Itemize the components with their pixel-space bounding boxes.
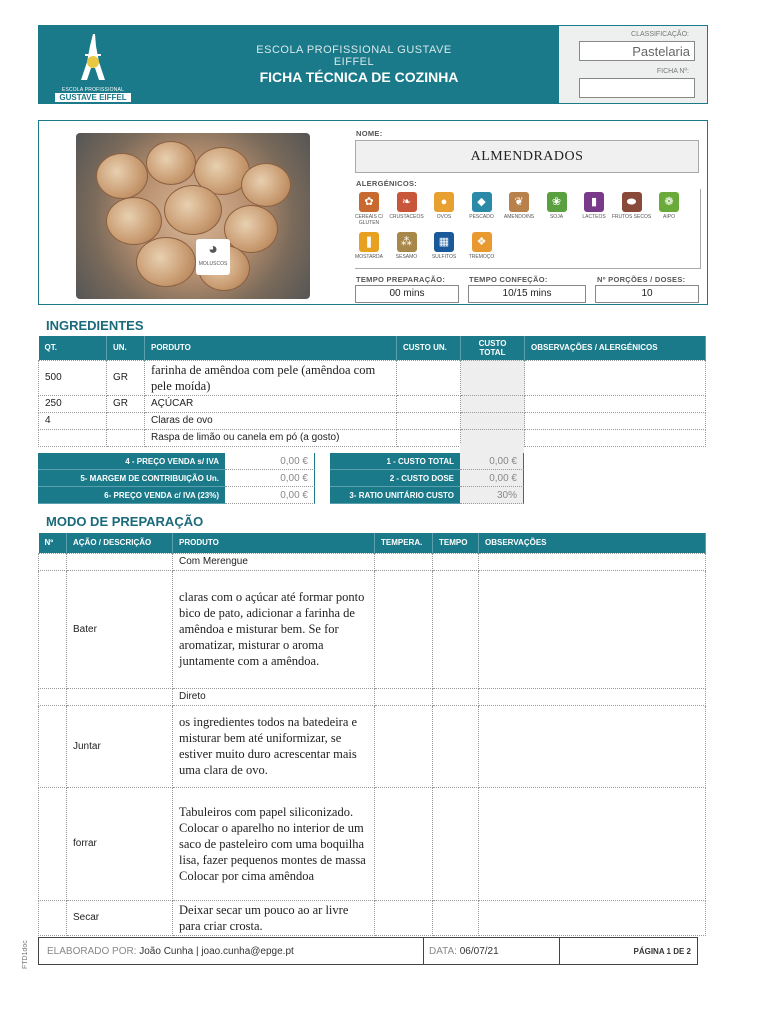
ingredient-row[interactable]: [39, 429, 706, 446]
allergen-label: CRUSTACEOS: [389, 214, 424, 220]
allergen-label: SOJA: [549, 214, 564, 220]
recipe-panel: [38, 120, 708, 305]
step-observacoes: [479, 705, 706, 787]
ingredients-table: [38, 336, 706, 447]
ingredients-title: INGREDIENTES: [46, 318, 144, 333]
cost-label: 4 - PREÇO VENDA s/ IVA: [38, 453, 225, 470]
allergen-nut[interactable]: [612, 192, 652, 220]
allergen-sulfite[interactable]: [424, 232, 464, 260]
ingredient-row[interactable]: [39, 412, 706, 429]
step-number: [39, 553, 67, 570]
footer-divider-2: [559, 938, 560, 964]
cost-label: 3- RATIO UNITÁRIO CUSTO: [330, 487, 460, 504]
step-tempo: [433, 900, 479, 935]
col-qt: QT.: [39, 336, 107, 360]
sulfite-icon: ▦: [434, 232, 454, 252]
col-prep-observacoes: OBSERVAÇÕES: [479, 533, 706, 553]
preparation-row[interactable]: [39, 688, 706, 705]
step-action: Juntar: [67, 705, 173, 787]
step-number: [39, 688, 67, 705]
ingredient-observacoes: [525, 429, 706, 446]
ingredient-row[interactable]: [39, 360, 706, 395]
ingredient-custo-un: [397, 429, 461, 446]
moluscos-badge: [196, 239, 230, 275]
custo-total-shade: [460, 443, 524, 453]
header: [38, 25, 708, 104]
recipe-name[interactable]: ALMENDRADOS: [355, 140, 699, 173]
cost-label: 5- MARGEM DE CONTRIBUIÇÃO Un.: [38, 470, 225, 487]
allergen-label: SULFITOS: [431, 254, 457, 260]
mustard-icon: ❚: [359, 232, 379, 252]
ingredient-un: [107, 412, 145, 429]
tempo-prep-label: TEMPO PREPARAÇÃO:: [356, 275, 446, 284]
step-temperatura: [375, 553, 433, 570]
cost-row: [38, 487, 315, 504]
step-number: [39, 570, 67, 688]
allergen-milk[interactable]: [574, 192, 614, 220]
cost-value[interactable]: 0,00 €: [225, 453, 315, 470]
egg-icon: ●: [434, 192, 454, 212]
allergen-label: CEREAIS C/ GLUTEN: [354, 214, 384, 226]
allergen-label: AMENDOINS: [503, 214, 535, 220]
step-number: [39, 705, 67, 787]
moluscos-label: MOLUSCOS: [198, 261, 228, 267]
preparation-row[interactable]: [39, 787, 706, 900]
ingredient-produto: farinha de amêndoa com pele (amêndoa com pele moída): [145, 360, 397, 395]
cost-value[interactable]: 30%: [460, 487, 524, 504]
step-action: Secar: [67, 900, 173, 935]
allergen-lupin[interactable]: [462, 232, 502, 260]
allergen-fish[interactable]: [462, 192, 502, 220]
porcoes-label: Nº PORÇÕES / DOSES:: [597, 275, 686, 284]
col-custo-total: CUSTO TOTAL: [461, 336, 525, 360]
allergen-label: FRUTOS SECOS: [611, 214, 652, 220]
step-product: claras com o açúcar até formar ponto bico de pato, adicionar a farinha de amêndoa e misturar bem. Se for aromatizar, misturar o aroma juntamente com a amêndoa.: [173, 570, 375, 688]
cost-label: 2 - CUSTO DOSE: [330, 470, 460, 487]
elaborado-label: ELABORADO POR:: [47, 946, 137, 957]
step-action: [67, 688, 173, 705]
cost-label: 6- PREÇO VENDA c/ IVA (23%): [38, 487, 225, 504]
step-observacoes: [479, 900, 706, 935]
ingredient-produto: Raspa de limão ou canela em pó (a gosto): [145, 429, 397, 446]
step-temperatura: [375, 705, 433, 787]
ingredient-produto: AÇÚCAR: [145, 395, 397, 412]
ingredient-custo-un: [397, 395, 461, 412]
school-name: ESCOLA PROFISSIONAL GUSTAVE EIFFEL: [256, 44, 452, 68]
classificacao-label: CLASSIFICAÇÃO:: [631, 31, 689, 38]
step-tempo: [433, 705, 479, 787]
classificacao-field[interactable]: Pastelaria: [579, 41, 695, 61]
allergen-soy[interactable]: [537, 192, 577, 220]
cost-row: [330, 487, 524, 504]
costs-right: [330, 453, 524, 504]
header-meta: [559, 26, 707, 103]
peanut-icon: ❦: [509, 192, 529, 212]
step-observacoes: [479, 553, 706, 570]
page-title: FICHA TÉCNICA DE COZINHA: [259, 69, 459, 85]
col-num: Nº: [39, 533, 67, 553]
allergen-shrimp[interactable]: [387, 192, 427, 220]
ingredient-custo-total: [461, 360, 525, 395]
cost-row: [330, 453, 524, 470]
logo-line-1: ESCOLA PROFISSIONAL: [61, 87, 125, 93]
nut-icon: ⬬: [622, 192, 642, 212]
ingredient-custo-un: [397, 412, 461, 429]
col-produto: PORDUTO: [145, 336, 397, 360]
ingredient-custo-un: [397, 360, 461, 395]
ingredient-qt: 4: [39, 412, 107, 429]
ficha-number-field[interactable]: [579, 78, 695, 98]
step-tempo: [433, 570, 479, 688]
step-observacoes: [479, 787, 706, 900]
soy-icon: ❀: [547, 192, 567, 212]
col-tempo: TEMPO: [433, 533, 479, 553]
tempo-conf-field[interactable]: 10/15 mins: [468, 285, 586, 303]
allergens-grid: [355, 189, 701, 269]
step-temperatura: [375, 570, 433, 688]
ingredient-observacoes: [525, 412, 706, 429]
step-product: Com Merengue: [173, 553, 375, 570]
data-value: 06/07/21: [459, 946, 499, 957]
porcoes-field[interactable]: 10: [595, 285, 699, 303]
cost-value[interactable]: 0,00 €: [225, 470, 315, 487]
step-product: Direto: [173, 688, 375, 705]
col-prep-produto: PRODUTO: [173, 533, 375, 553]
tempo-conf-label: TEMPO CONFEÇÃO:: [469, 275, 548, 284]
page-number: PÁGINA 1 DE 2: [633, 947, 691, 956]
ingredient-qt: 250: [39, 395, 107, 412]
fish-icon: ◆: [472, 192, 492, 212]
document-code: FTD1doc: [22, 940, 29, 969]
step-product: os ingredientes todos na batedeira e misturar bem até uniformizar, se estiver muito duro acrescentar mais uma clara de ovo.: [173, 705, 375, 787]
ingredient-produto: Claras de ovo: [145, 412, 397, 429]
step-tempo: [433, 553, 479, 570]
shell-icon: ◕: [208, 241, 218, 258]
step-observacoes: [479, 570, 706, 688]
allergen-egg[interactable]: [424, 192, 464, 220]
sesame-icon: ⁂: [397, 232, 417, 252]
recipe-photo: [76, 133, 310, 299]
step-action: [67, 553, 173, 570]
step-observacoes: [479, 688, 706, 705]
ingredient-un: GR: [107, 360, 145, 395]
ficha-number-label: FICHA Nº:: [656, 68, 689, 75]
ingredient-un: GR: [107, 395, 145, 412]
cost-row: [330, 470, 524, 487]
allergen-label: MOSTARDA: [355, 254, 383, 260]
celery-icon: ❁: [659, 192, 679, 212]
preparation-row[interactable]: [39, 570, 706, 688]
cost-value[interactable]: 0,00 €: [460, 470, 524, 487]
step-number: [39, 900, 67, 935]
preparation-table: [38, 533, 706, 936]
col-custo-un: CUSTO UN.: [397, 336, 461, 360]
allergen-sesame[interactable]: [387, 232, 427, 260]
allergen-label: AIPO: [663, 214, 675, 220]
preparation-title: MODO DE PREPARAÇÃO: [46, 514, 204, 529]
tempo-prep-field[interactable]: 00 mins: [355, 285, 459, 303]
cost-row: [38, 470, 315, 487]
allergen-label: PESCADO: [469, 214, 494, 220]
ingredient-observacoes: [525, 360, 706, 395]
shrimp-icon: ❧: [397, 192, 417, 212]
step-tempo: [433, 787, 479, 900]
cost-row: [38, 453, 315, 470]
col-observacoes: OBSERVAÇÕES / ALERGÉNICOS: [525, 336, 706, 360]
step-number: [39, 787, 67, 900]
ingredient-row[interactable]: [39, 395, 706, 412]
milk-icon: ▮: [584, 192, 604, 212]
alergenicos-label: ALERGÉNICOS:: [356, 179, 418, 188]
col-acao: AÇÃO / DESCRIÇÃO: [67, 533, 173, 553]
allergen-celery[interactable]: [649, 192, 689, 220]
preparation-row[interactable]: [39, 553, 706, 570]
footer: [38, 937, 698, 965]
eiffel-tower-icon: [55, 32, 131, 82]
allergen-wheat[interactable]: [349, 192, 389, 226]
step-action: forrar: [67, 787, 173, 900]
lupin-icon: ❖: [472, 232, 492, 252]
cost-value[interactable]: 0,00 €: [225, 487, 315, 504]
step-temperatura: [375, 900, 433, 935]
ingredient-un: [107, 429, 145, 446]
nome-label: NOME:: [356, 129, 383, 138]
footer-divider: [423, 938, 424, 964]
ingredient-custo-total: [461, 395, 525, 412]
step-product: Deixar secar um pouco ao ar livre para criar crosta.: [173, 900, 375, 935]
step-tempo: [433, 688, 479, 705]
ingredient-observacoes: [525, 395, 706, 412]
step-product: Tabuleiros com papel siliconizado. Colocar o aparelho no interior de um saco de pasteleiro com uma boquilha lisa, fazer pequenos montes de massa Colocar por cima amêndoa: [173, 787, 375, 900]
ingredient-custo-total: [461, 412, 525, 429]
allergen-label: SESAMO: [395, 254, 418, 260]
allergen-label: TREMOÇO: [468, 254, 495, 260]
header-banner: [39, 26, 559, 103]
preparation-row[interactable]: [39, 705, 706, 787]
preparation-row[interactable]: [39, 900, 706, 935]
cost-value[interactable]: 0,00 €: [460, 453, 524, 470]
allergen-peanut[interactable]: [499, 192, 539, 220]
cost-label: 1 - CUSTO TOTAL: [330, 453, 460, 470]
elaborado-value: João Cunha | joao.cunha@epge.pt: [139, 946, 294, 957]
school-logo: [55, 32, 131, 102]
step-action: Bater: [67, 570, 173, 688]
col-un: UN.: [107, 336, 145, 360]
ingredient-qt: [39, 429, 107, 446]
col-tempera: TEMPERA.: [375, 533, 433, 553]
costs-left: [38, 453, 315, 504]
logo-line-2: GUSTAVE EIFFEL: [55, 93, 131, 102]
step-temperatura: [375, 688, 433, 705]
ingredient-qt: 500: [39, 360, 107, 395]
allergen-mustard[interactable]: [349, 232, 389, 260]
step-temperatura: [375, 787, 433, 900]
allergen-label: LACTEOS: [582, 214, 606, 220]
wheat-icon: ✿: [359, 192, 379, 212]
data-label: DATA:: [429, 946, 457, 957]
allergen-label: OVOS: [436, 214, 452, 220]
